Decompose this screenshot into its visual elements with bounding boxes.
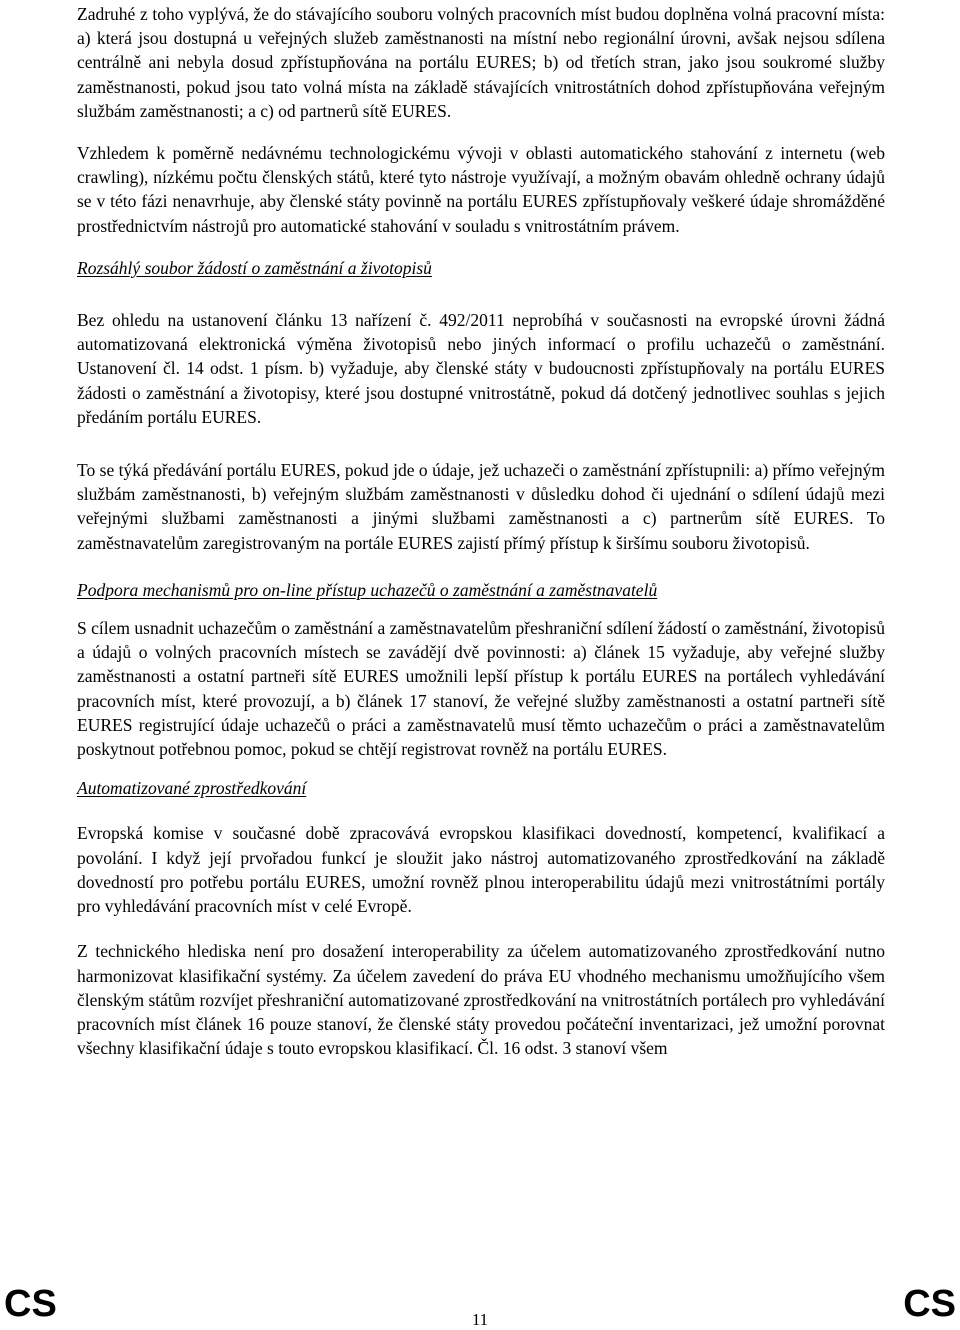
paragraph: Evropská komise v současné době zpracovává evropskou klasifikaci dovedností, kompetencí, kvalifikací a povolání. I když její prvořadou funkcí je sloužit jako nástroj automatizovaného zprostředkování na základě dovedností pro potřebu portálu EURES, umožní rovněž plnou interoperabilitu údajů mezi vnitrostátními portály pro vyhledávání pracovních míst v celé Evropě. bbox=[77, 823, 885, 917]
section-heading: Automatizované zprostředkování bbox=[77, 778, 307, 799]
footer-language-code-left: CS bbox=[4, 1283, 57, 1325]
page-number: 11 bbox=[471, 1310, 489, 1329]
paragraph: Bez ohledu na ustanovení článku 13 nařízení č. 492/2011 neprobíhá v současnosti na evropské úrovni žádná automatizovaná elektronická výměna životopisů nebo jiných informací o profilu uchazečů o zaměstnání. Ustanovení čl. 14 odst. 1 písm. b) vyžaduje, aby členské státy v budoucnosti zpřístupňovaly na portálu EURES žádosti o zaměstnání a životopisy, které jsou dostupné vnitrostátně, pokud dá dotčený jednotlivec souhlas s jejich předáním portálu EURES. bbox=[77, 310, 885, 427]
document-body bbox=[77, 0, 885, 1060]
paragraph: S cílem usnadnit uchazečům o zaměstnání a zaměstnavatelům přeshraniční sdílení žádostí o zaměstnání, životopisů a údajů o volných pracovních místech se zavádějí dvě povinnosti: a) článek 15 vyžaduje, aby veřejné služby zaměstnanosti a ostatní partneři sítě EURES umožnili lepší přístup k portálu EURES na portálech vyhledávání pracovních míst, které provozují, a b) článek 17 stanoví, že veřejné služby zaměstnanosti a ostatní partneři sítě EURES registrující údaje uchazečů o práci a zaměstnavatelů musí těmto uchazečům o práci a zaměstnavatelům poskytnout potřebnou pomoc, pokud se chtějí registrovat rovněž na portálu EURES. bbox=[77, 618, 885, 760]
section-heading: Podpora mechanismů pro on-line přístup uchazečů o zaměstnání a zaměstnavatelů bbox=[77, 579, 658, 600]
paragraph: Zadruhé z toho vyplývá, že do stávajícího souboru volných pracovních míst budou doplněna volná pracovní místa: a) která jsou dostupná u veřejných služeb zaměstnanosti na místní nebo regionální úrovni, avšak nejsou sdílena centrálně ani nebyla dosud zpřístupňována na portálu EURES; b) od třetích stran, jako jsou soukromé služby zaměstnanosti, pokud jsou tato volná místa na základě stávajících vnitrostátních dohod zpřístupňována veřejným službám zaměstnanosti; a c) od partnerů sítě EURES. bbox=[77, 4, 885, 121]
footer-language-code-right: CS bbox=[903, 1283, 956, 1325]
section-heading: Rozsáhlý soubor žádostí o zaměstnání a životopisů bbox=[77, 257, 432, 278]
paragraph: Vzhledem k poměrně nedávnému technologickému vývoji v oblasti automatického stahování z internetu (web crawling), nízkému počtu členských států, které tyto nástroje využívají, a možným obavám ohledně ochrany údajů se v této fázi nenavrhuje, aby členské státy povinně na portálu EURES zpřístupňovaly veškeré údaje shromážděné prostřednictvím nástrojů pro automatické stahování v souladu s vnitrostátním právem. bbox=[77, 143, 885, 236]
paragraph: To se týká předávání portálu EURES, pokud jde o údaje, jež uchazeči o zaměstnání zpřístupnili: a) přímo veřejným službám zaměstnanosti, b) veřejným službám zaměstnanosti v důsledku dohod či ujednání o sdílení údajů mezi veřejnými službami zaměstnanosti a jinými službami zaměstnanosti a c) partnerům sítě EURES. To zaměstnavatelům zaregistrovaným na portále EURES zajistí přímý přístup k širšímu souboru životopisů. bbox=[77, 460, 885, 553]
paragraph: Z technického hlediska není pro dosažení interoperability za účelem automatizovaného zprostředkování nutno harmonizovat klasifikační systémy. Za účelem zavedení do práva EU vhodného mechanismu umožňujícího všem členským státům rozvíjet přeshraniční automatizované zprostředkování na vnitrostátních portálech pro vyhledávání pracovních míst článek 16 pouze stanoví, že členské státy provedou počáteční inventarizaci, jež umožní porovnat všechny klasifikační údaje s touto evropskou klasifikací. Čl. 16 odst. 3 stanoví všem bbox=[77, 941, 885, 1059]
